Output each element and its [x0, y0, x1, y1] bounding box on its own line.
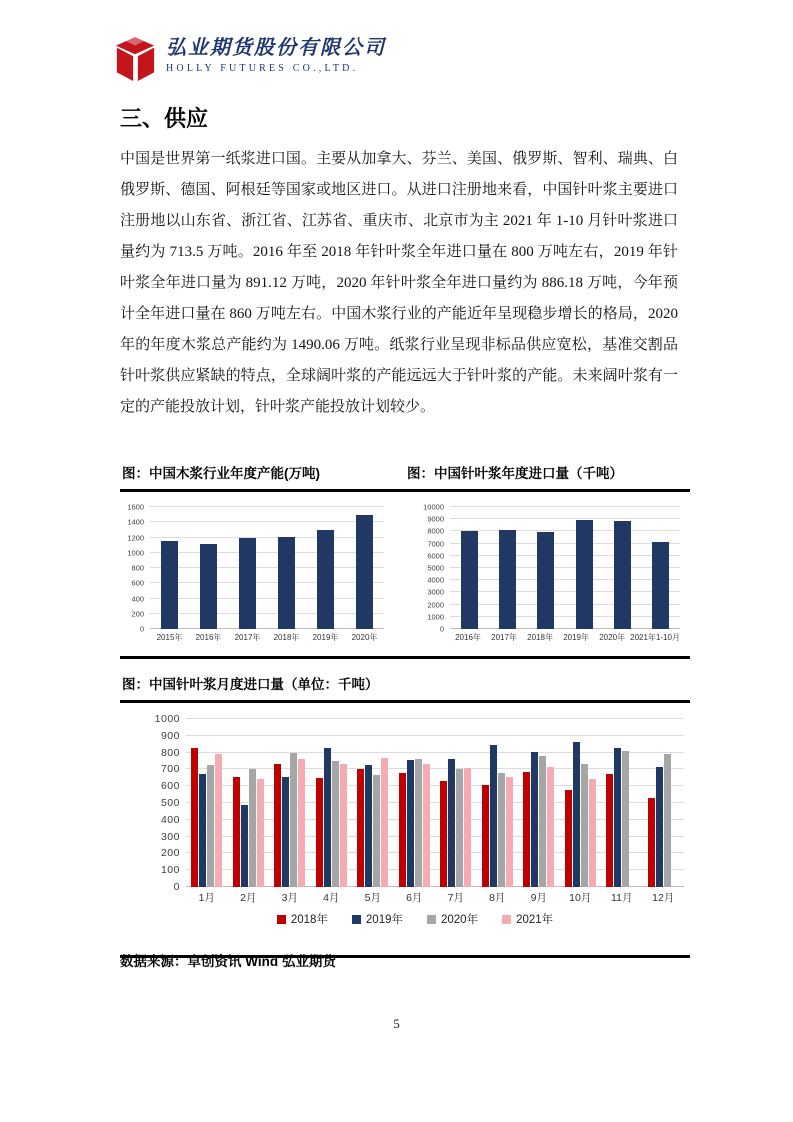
- y-tick-label: 600: [131, 578, 144, 588]
- bar: [373, 775, 380, 887]
- x-tick-label: 10月: [569, 892, 592, 904]
- plot-area: [186, 719, 684, 887]
- bar-group: [499, 507, 516, 629]
- figure-title-capacity: 图：中国木浆行业年度产能(万吨): [122, 466, 320, 481]
- bar: [365, 765, 372, 887]
- bar: [249, 769, 256, 887]
- bar: [290, 753, 297, 887]
- bar: [317, 530, 334, 630]
- y-tick-label: 0: [439, 624, 444, 634]
- plot-area: [450, 507, 680, 629]
- bar: [622, 751, 629, 887]
- x-tick-label: 4月: [323, 892, 340, 904]
- bar: [407, 760, 414, 887]
- legend-item: [427, 911, 478, 927]
- monthly-figure-section: [120, 671, 690, 958]
- y-tick-label: 1000: [154, 713, 180, 725]
- y-tick-label: 2000: [427, 600, 444, 610]
- y-tick-label: 500: [160, 797, 180, 809]
- bar-group: [191, 719, 222, 887]
- y-tick-label: 600: [160, 780, 180, 793]
- section-title: 三、供应: [120, 106, 209, 131]
- bar-group: [233, 719, 264, 887]
- bars: [150, 507, 384, 629]
- page-number: 5: [393, 1016, 400, 1031]
- bar: [298, 759, 305, 887]
- plot-area: [150, 507, 384, 629]
- x-tick-label: 2021年1-10月: [630, 633, 680, 642]
- x-tick-label: 2017年: [491, 633, 517, 642]
- bar-group: [357, 719, 388, 887]
- legend-swatch: [502, 915, 511, 924]
- bar: [506, 777, 513, 887]
- legend-label: 2019年: [365, 914, 403, 926]
- bar: [207, 765, 214, 887]
- y-tick-label: 200: [131, 609, 144, 619]
- y-tick-label: 300: [160, 830, 180, 843]
- bar-group: [317, 507, 334, 629]
- bar: [482, 785, 489, 887]
- x-tick-label: 2018年: [273, 633, 300, 642]
- bar-group: [614, 507, 631, 629]
- bar: [357, 769, 364, 887]
- y-tick-label: 700: [160, 763, 180, 776]
- x-tick-label: 2017年: [234, 633, 261, 642]
- bar-group: [652, 507, 669, 629]
- x-tick-label: 3月: [281, 892, 298, 904]
- x-tick-label: 8月: [489, 892, 506, 904]
- bar: [316, 778, 323, 887]
- x-tick-label: 1月: [198, 892, 215, 904]
- bar-group: [316, 719, 347, 887]
- y-tick-label: 3000: [427, 587, 444, 597]
- bar: [274, 764, 281, 887]
- x-axis: [450, 632, 680, 643]
- bar: [565, 790, 572, 887]
- logo-cube-icon: [114, 36, 156, 84]
- bar-group: [200, 507, 217, 629]
- bar: [282, 777, 289, 887]
- bar-group: [239, 507, 256, 629]
- monthly-figure-box: [120, 700, 690, 958]
- x-tick-label: 7月: [447, 892, 464, 904]
- bar: [191, 748, 198, 887]
- annual-figures-box: [120, 489, 690, 659]
- bar: [652, 542, 669, 629]
- bar: [614, 748, 621, 887]
- bar: [656, 767, 663, 887]
- x-tick-label: 2019年: [312, 633, 339, 642]
- x-axis: [186, 890, 684, 905]
- bar: [278, 537, 295, 629]
- x-tick-label: 2016年: [455, 633, 481, 642]
- bar: [399, 773, 406, 887]
- x-tick-label: 9月: [530, 892, 547, 904]
- y-tick-label: 1400: [127, 517, 144, 527]
- legend-label: 2021年: [516, 914, 554, 926]
- bar: [381, 758, 388, 887]
- bar: [440, 781, 447, 887]
- bar-group: [523, 719, 554, 887]
- y-tick-label: 400: [160, 813, 180, 826]
- x-tick-label: 2020年: [599, 633, 626, 642]
- legend-label: 2020年: [441, 914, 479, 926]
- bar: [199, 774, 206, 887]
- bar: [241, 805, 248, 887]
- bar: [324, 748, 331, 887]
- annual-figures-section: [120, 460, 690, 659]
- bar-group: [576, 507, 593, 629]
- legend: [142, 911, 688, 927]
- chart-capacity: [120, 501, 392, 651]
- y-axis: [416, 502, 450, 634]
- bar: [581, 764, 588, 887]
- x-tick-label: 2019年: [563, 633, 589, 642]
- x-tick-label: 5月: [364, 892, 381, 904]
- y-tick-label: 800: [160, 746, 180, 759]
- bar-group: [161, 507, 178, 629]
- bar: [664, 754, 671, 887]
- y-tick-label: 4000: [427, 575, 444, 585]
- bar: [523, 772, 530, 887]
- legend-label: 2018年: [290, 914, 328, 926]
- x-tick-label: 12月: [652, 892, 675, 904]
- bar: [332, 761, 339, 887]
- bar: [161, 541, 178, 629]
- bar-group: [537, 507, 554, 629]
- legend-item: [277, 911, 328, 927]
- y-tick-label: 1000: [127, 548, 144, 558]
- y-tick-label: 7000: [427, 539, 444, 549]
- bar: [340, 764, 347, 887]
- bar: [415, 759, 422, 887]
- y-tick-label: 6000: [427, 551, 444, 561]
- y-tick-label: 5000: [427, 563, 444, 573]
- legend-item: [352, 911, 403, 927]
- bar: [257, 779, 264, 887]
- y-tick-label: 9000: [427, 514, 444, 524]
- y-tick-label: 100: [160, 864, 180, 877]
- company-name-cn: 弘业期货股份有限公司: [166, 37, 386, 59]
- body-paragraph: 中国是世界第一纸浆进口国。主要从加拿大、芬兰、美国、俄罗斯、智利、瑞典、白俄罗斯、德国、阿根廷等国家或地区进口。从进口注册地来看，中国针叶浆主要进口注册地以山东省、浙江省、江苏省、重庆市、北京市为主 2021 年 1-10 月针叶浆进口量约为 713.5 万吨。2016 年至 2018 年针叶浆全年进口量在 800 万吨左右，2019 年针叶浆全年进口量为 891.12 万吨，2020 年针叶浆全年进口量约为 886.18 万吨，今年预计全年进口量在 860 万吨左右。中国木浆行业的产能近年呈现稳步增长的格局，2020 年的年度木浆总产能约为 1490.06 万吨。纸浆行业呈现非标品供应宽松，基准交割品针叶浆供应紧缺的特点，全球阔叶浆的产能远远大于针叶浆的产能。未来阔叶浆有一定的产能投放计划，针叶浆产能投放计划较少。: [120, 151, 678, 415]
- y-axis: [120, 502, 150, 634]
- x-tick-label: 2020年: [351, 633, 378, 642]
- legend-swatch: [277, 915, 286, 924]
- y-tick-label: 0: [139, 624, 144, 634]
- bar: [456, 769, 463, 887]
- legend-swatch: [352, 915, 361, 924]
- chart-annual-import: [416, 501, 688, 651]
- y-tick-label: 8000: [427, 526, 444, 536]
- y-tick-label: 900: [160, 729, 180, 742]
- figure-title-annual-import: 图：中国针叶浆年度进口量（千吨）: [407, 466, 623, 481]
- x-tick-label: 11月: [611, 892, 633, 904]
- logo-text: [166, 36, 386, 74]
- bar: [499, 530, 516, 629]
- bar-group: [274, 719, 305, 887]
- bar: [233, 777, 240, 887]
- bars: [450, 507, 680, 629]
- bar: [200, 544, 217, 629]
- bar-group: [461, 507, 478, 629]
- bar: [531, 752, 538, 887]
- bar: [547, 767, 554, 887]
- bar: [589, 779, 596, 887]
- x-tick-label: 6月: [406, 892, 423, 904]
- y-tick-label: 800: [131, 563, 144, 573]
- bar: [648, 798, 655, 887]
- bar: [461, 531, 478, 629]
- bars: [186, 719, 684, 887]
- bar-group: [482, 719, 513, 887]
- y-tick-label: 1600: [127, 502, 144, 512]
- chart-monthly-import: [142, 713, 688, 941]
- x-tick-label: 2016年: [195, 633, 222, 642]
- bar: [464, 768, 471, 887]
- legend-swatch: [427, 915, 436, 924]
- bar-group: [440, 719, 471, 887]
- bar-group: [278, 507, 295, 629]
- bar: [573, 742, 580, 887]
- y-tick-label: 400: [131, 594, 144, 603]
- figure-title-monthly-import: 图：中国针叶浆月度进口量（单位：千吨）: [122, 677, 379, 692]
- x-tick-label: 2015年: [156, 633, 183, 642]
- bar-group: [356, 507, 373, 629]
- x-tick-label: 2018年: [527, 633, 553, 642]
- bar: [423, 764, 430, 887]
- bar: [614, 521, 631, 629]
- bar-group: [565, 719, 596, 887]
- bar: [537, 532, 554, 629]
- y-tick-label: 0: [173, 881, 180, 893]
- legend-item: [502, 911, 553, 927]
- bar: [356, 515, 373, 629]
- bar-group: [648, 719, 679, 887]
- bar-group: [399, 719, 430, 887]
- x-axis: [150, 632, 384, 643]
- y-tick-label: 200: [160, 847, 180, 860]
- x-tick-label: 2月: [240, 892, 257, 904]
- bar: [606, 774, 613, 887]
- bar: [215, 754, 222, 887]
- annual-figure-titles: [120, 460, 690, 489]
- company-logo: [114, 36, 386, 84]
- bar: [576, 520, 593, 629]
- y-tick-label: 1200: [127, 533, 144, 542]
- bar: [239, 538, 256, 629]
- bar: [490, 745, 497, 887]
- y-tick-label: 10000: [423, 502, 444, 512]
- bar-group: [606, 719, 637, 887]
- bar: [498, 773, 505, 887]
- y-axis: [142, 713, 186, 893]
- data-source-note: 数据来源：卓创资讯 Wind 弘业期货: [120, 954, 336, 969]
- company-name-en: HOLLY FUTURES CO.,LTD.: [166, 63, 359, 74]
- y-tick-label: 1000: [427, 612, 444, 622]
- bar: [539, 756, 546, 887]
- bar: [448, 759, 455, 887]
